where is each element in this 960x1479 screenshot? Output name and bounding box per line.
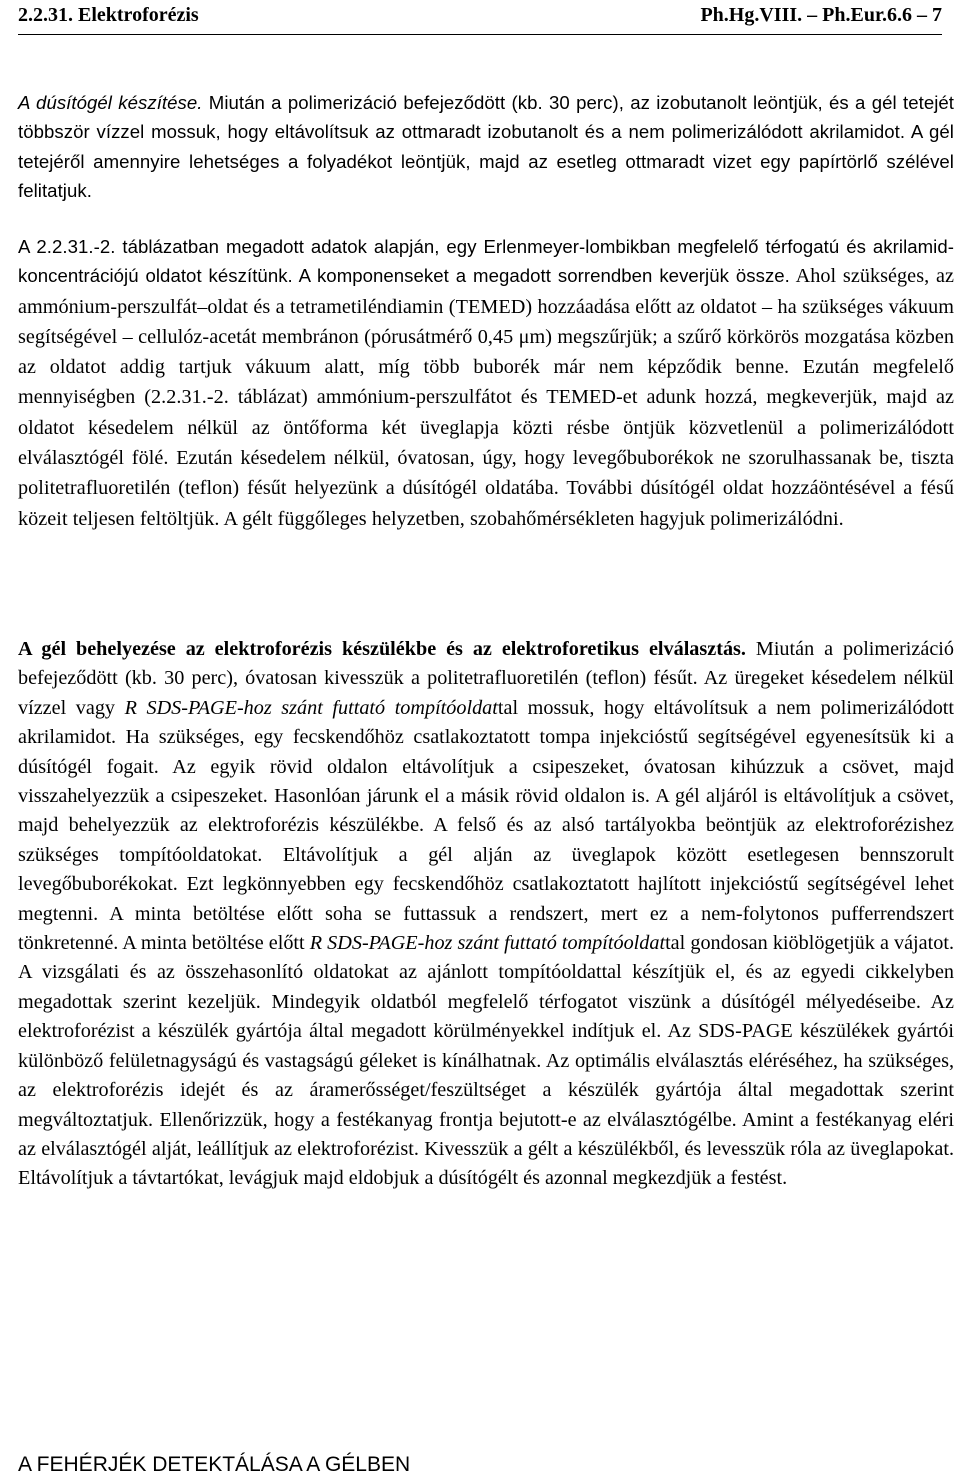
section-title: 2.2.31. Elektroforézis <box>18 4 199 26</box>
solution-steps-text: Ahol szükséges, az ammónium-perszulfát–oldat és a tetrametiléndiamin (TEMED) hozzáadása előtt az oldatot – ha szükséges vákuum segítségével – cellulóz-acetát membránon (pórusátmérő 0,45 μm) megszűrjük; a szűrő körkörös mozgatása közben az oldatot addig tartjuk vákuum alatt, míg több buborék már nem képződik benne. Ezután megfelelő mennyiségben (2.2.31.-2. táblázat) ammónium-perszulfátot és TEMED-et adunk hozzá, megkeverjük, majd az oldatot késedelem nélkül az öntőforma két üveglapja közti résbe öntjük közvetlenül a polimerizálódott elválasztógél fölé. Ezután késedelem nélkül, óvatosan, úgy, hogy levegőbuborékok ne szorulhassanak be, tiszta politetrafluoretilén (teflon) fésűt helyezünk a dúsítógél oldatába. További dúsítógél oldat hozzáöntésével a fésű közeit teljesen feltöltjük. A gélt függőleges helyzetben, szobahőmérsékleten hagyjuk polimerizálódni. <box>18 265 954 530</box>
stacking-gel-text: Miután a polimerizáció befejeződött (kb. 30 perc), az izobutanolt leöntjük, és a gél tetejét többször vízzel mossuk, hogy eltávolítsuk az ottmaradt izobutanolt és a nem polimerizálódott akrilamidot. A gél tetejéről amennyire lehetséges a folyadékot leöntjük, majd az esetleg ottmaradt vizet egy papírtörlő szélével felitatjuk. <box>18 92 954 201</box>
electrophoresis-text-b: tal mossuk, hogy eltávolítsuk a nem polimerizálódott akrilamidot. Ha szükséges, egy fecskendőhöz csatlakoztatott tompa injekcióstű segítségével egyenesítsük ki a dúsítógél fogait. Az egyik rövid oldalon eltávolítjuk a csipeszeket, óvatosan kihúzzuk a csövet, majd visszahelyezzük a csipeszeket. Hasonlóan járunk el a másik rövid oldalon is. A gél aljáról is eltávolítjuk a csövet, majd behelyezzük az elektroforézis készülékbe. A felső és az alsó tartályokba beöntjük az elektroforézishez szükséges tompítóoldatokat. Eltávolítjuk a gél alján az üveglapok között esetlegesen bennszorult levegőbuborékokat. Ezt legkönnyebben egy fecskendőhöz csatlakoztatott hajlított injekcióstű segítségével lehet megtenni. A minta betöltése előtt soha se futtassuk a rendszert, mert ez a nem-folytonos pufferrendszert tönkretenné. A minta betöltése előtt <box>18 696 955 955</box>
pharmacopoeia-reference: Ph.Hg.VIII. – Ph.Eur.6.6 – 7 <box>700 4 942 26</box>
electrophoresis-text-c: tal gondosan kiöblögetjük a vájatot. A vizsgálati és az összehasonlító oldatokat az ajánlott tompítóoldattal készítjük el, és az egyedi cikkelyben megadottak szerint kezeljük. Mindegyik oldatból megfelelő térfogatot viszünk a dúsítógél mélyedéseibe. Az elektroforézist a készülék gyártója által megadott körülményekkel indítjuk el. Az SDS-PAGE készülékek gyártói különböző felületnagyságú és vastagságú géleket is kínálhatnak. Az optimális elválasztás eléréséhez, ha szükséges, az elektroforézis idejét és az áramerősséget/feszültséget a készülék gyártója által megadottak szerint megváltoztatjuk. Ellenőrizzük, hogy a festékanyag frontja bejutott-e az elválasztógélbe. Amint a festékanyag eléri az elválasztógél alját, leállítjuk az elektroforézist. Kivesszük a gélt a készülékből, és levesszük róla az üveglapokat. Eltávolítjuk a távtartókat, levágjuk majd eldobjuk a dúsítógélt és azonnal megkezdjük a festést. <box>18 932 954 1190</box>
electrophoresis-buffer-1: R SDS-PAGE-hoz szánt futtató tompítóoldat <box>124 696 498 719</box>
electrophoresis-text-a: Miután a polimerizáció befejeződött (kb. 30 perc), óvatosan kivesszük a politetrafluoretilén (teflon) fésűt. Az üregeket késedelem nélkül vízzel vagy <box>18 638 954 719</box>
paragraph-solution-intro <box>18 232 954 534</box>
electrophoresis-buffer-2: R SDS-PAGE-hoz szánt futtató tompítóoldat <box>309 932 666 955</box>
page-header <box>18 0 942 35</box>
paragraph-stacking-gel <box>18 88 954 205</box>
paragraph-electrophoresis <box>18 635 954 1194</box>
stacking-gel-title: A dúsítógél készítése. <box>18 92 203 113</box>
next-section-heading: A FEHÉRJÉK DETEKTÁLÁSA A GÉLBEN <box>18 1453 411 1476</box>
electrophoresis-title: A gél behelyezése az elektroforézis készülékbe és az elektroforetikus elválasztás. <box>18 638 746 660</box>
solution-intro-text: A 2.2.31.-2. táblázatban megadott adatok alapján, egy Erlenmeyer-lombikban megfelelő térfogatú és akrilamid-koncentrációjú oldatot készítünk. A komponenseket a megadott sorrendben keverjük össze. <box>18 236 954 287</box>
